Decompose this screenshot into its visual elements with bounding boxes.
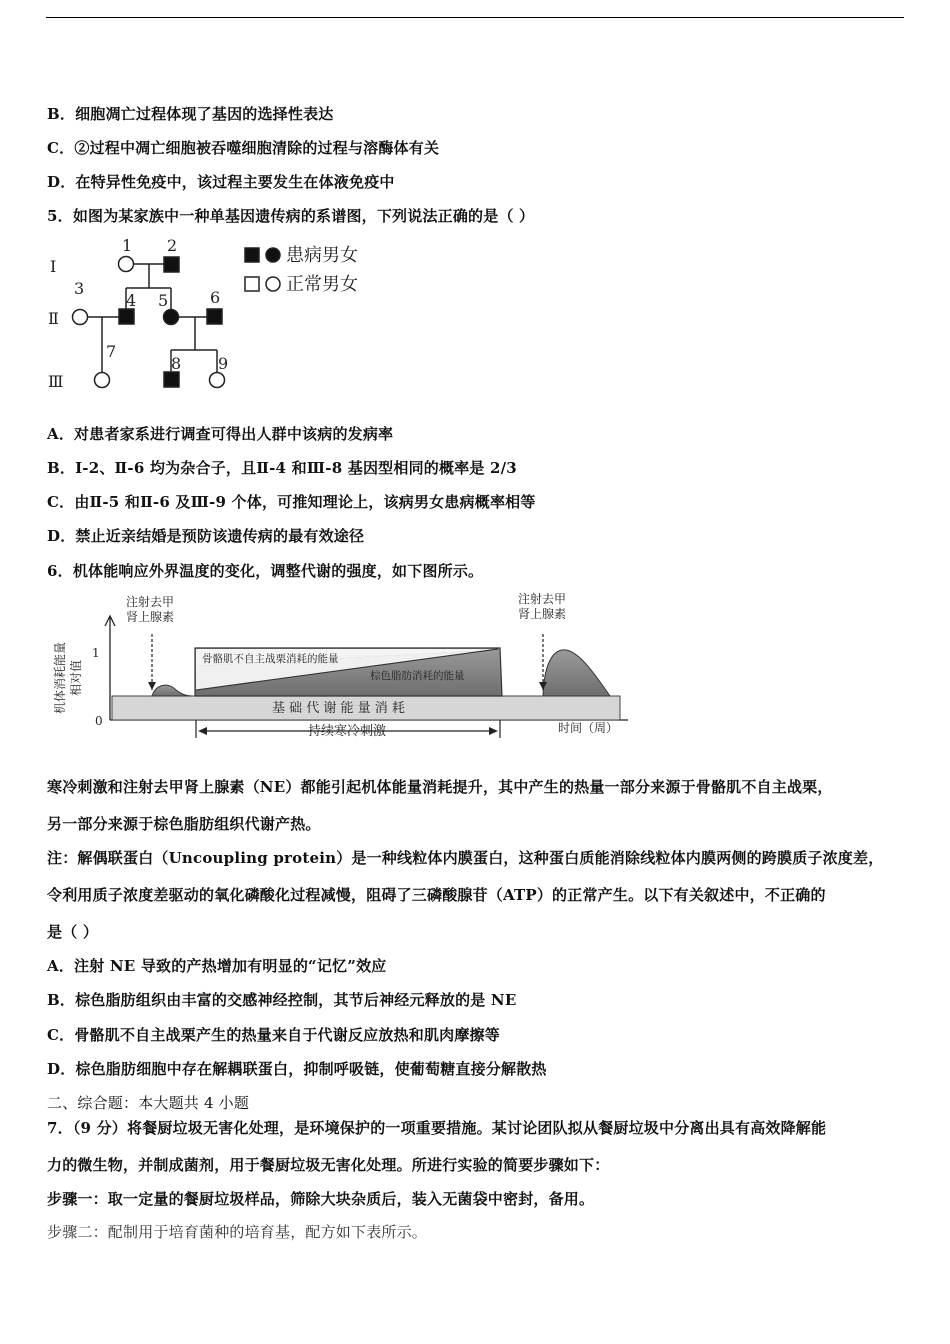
- gen-label-2: Ⅱ: [48, 309, 59, 328]
- basal-label: 基 础 代 谢 能 量 消 耗: [272, 701, 405, 716]
- q5-stem: 5．如图为某家族中一种单基因遗传病的系谱图，下列说法正确的是（ ）: [47, 207, 535, 225]
- inject-right-label-1: 注射去甲: [518, 592, 567, 606]
- ind-3: 3: [74, 279, 85, 298]
- q6-note-line2: 令利用质子浓度差驱动的氧化磷酸化过程减慢，阻碍了三磷酸腺苷（ATP）的正常产生。以下有关叙述中，不正确的: [47, 886, 826, 904]
- gen-label-3: Ⅲ: [48, 372, 64, 391]
- ind-7: 7: [106, 342, 117, 361]
- q5-option-d: D．禁止近亲结婚是预防该遗传病的最有效途径: [47, 527, 365, 545]
- inject-right-label-2: 肾上腺素: [518, 607, 567, 621]
- inject-left-label-1: 注射去甲: [126, 595, 175, 609]
- q6-option-d: D．棕色脂肪细胞中存在解耦联蛋白，抑制呼吸链，使葡萄糖直接分解散热: [47, 1060, 547, 1078]
- section-heading: 二、综合题：本大题共 4 小题: [47, 1094, 250, 1112]
- ind-9: 9: [218, 354, 229, 373]
- y-axis-label-2: 相对值: [69, 659, 83, 696]
- header-rule: [46, 17, 904, 18]
- q5-option-a: A．对患者家系进行调查可得出人群中该病的发病率: [47, 425, 394, 443]
- q6-para1-line1: 寒冷刺激和注射去甲肾上腺素（NE）都能引起机体能量消耗提升，其中产生的热量一部分来源于骨骼肌不自主战栗，: [47, 778, 833, 796]
- q6-option-a: A．注射 NE 导致的产热增加有明显的“记忆”效应: [47, 957, 387, 975]
- ind-5: 5: [158, 291, 169, 310]
- legend-normal: 正常男女: [286, 274, 358, 295]
- q7-step1: 步骤一：取一定量的餐厨垃圾样品，筛除大块杂质后，装入无菌袋中密封，备用。: [47, 1190, 595, 1208]
- q7-step2: 步骤二：配制用于培育菌种的培育基，配方如下表所示。: [47, 1223, 428, 1241]
- brown-fat-label: 棕色脂肪消耗的能量: [370, 670, 465, 682]
- ind-4: 4: [126, 291, 137, 310]
- legend-affected: 患病男女: [286, 245, 358, 266]
- gen-label-1: Ⅰ: [50, 257, 57, 276]
- inject-left-label-2: 肾上腺素: [126, 610, 175, 624]
- shiver-label: 骨骼肌不自主战栗消耗的能量: [202, 653, 339, 665]
- q6-note-line1: 注：解偶联蛋白（Uncoupling protein）是一种线粒体内膜蛋白，这种蛋白质能消除线粒体内膜两侧的跨膜质子浓度差，: [47, 849, 884, 867]
- q5-option-b: B．I-2、Ⅱ-6 均为杂合子，且Ⅱ-4 和Ⅲ-8 基因型相同的概率是 2/3: [47, 459, 517, 477]
- cold-label: 持续寒冷刺激: [308, 724, 387, 739]
- y-axis-label-1: 机体消耗能量: [53, 641, 67, 714]
- q5-option-c: C．由Ⅱ-5 和Ⅱ-6 及Ⅲ-9 个体，可推知理论上，该病男女患病概率相等: [47, 493, 536, 511]
- q6-option-c: C．骨骼肌不自主战栗产生的热量来自于代谢反应放热和肌肉摩擦等: [47, 1026, 500, 1044]
- ind-8: 8: [171, 354, 182, 373]
- q7-line2: 力的微生物，并制成菌剂，用于餐厨垃圾无害化处理。所进行实验的简要步骤如下：: [47, 1156, 610, 1174]
- ind-2: 2: [167, 236, 178, 255]
- q4-option-b: B．细胞凋亡过程体现了基因的选择性表达: [47, 105, 334, 123]
- x-axis-label: 时间（周）: [558, 721, 619, 735]
- pedigree-chart: [40, 232, 380, 397]
- y-tick-0: 0: [95, 714, 103, 728]
- q6-option-b: B．棕色脂肪组织由丰富的交感神经控制，其节后神经元释放的是 NE: [47, 991, 517, 1009]
- ind-6: 6: [210, 288, 221, 307]
- q6-para1-line2: 另一部分来源于棕色脂肪组织代谢产热。: [47, 815, 321, 833]
- y-tick-1: 1: [92, 646, 100, 660]
- q4-option-d: D．在特异性免疫中，该过程主要发生在体液免疫中: [47, 173, 395, 191]
- q6-stem: 6．机体能响应外界温度的变化，调整代谢的强度，如下图所示。: [47, 562, 484, 580]
- q7-line1: 7．（9 分）将餐厨垃圾无害化处理，是环境保护的一项重要措施。某讨论团队拟从餐厨垃圾中分离出具有高效降解能: [47, 1119, 827, 1137]
- q6-note-line3: 是（ ）: [47, 923, 99, 941]
- q4-option-c: C．②过程中凋亡细胞被吞噬细胞清除的过程与溶酶体有关: [47, 139, 440, 157]
- ind-1: 1: [122, 236, 133, 255]
- energy-figure: [40, 586, 640, 746]
